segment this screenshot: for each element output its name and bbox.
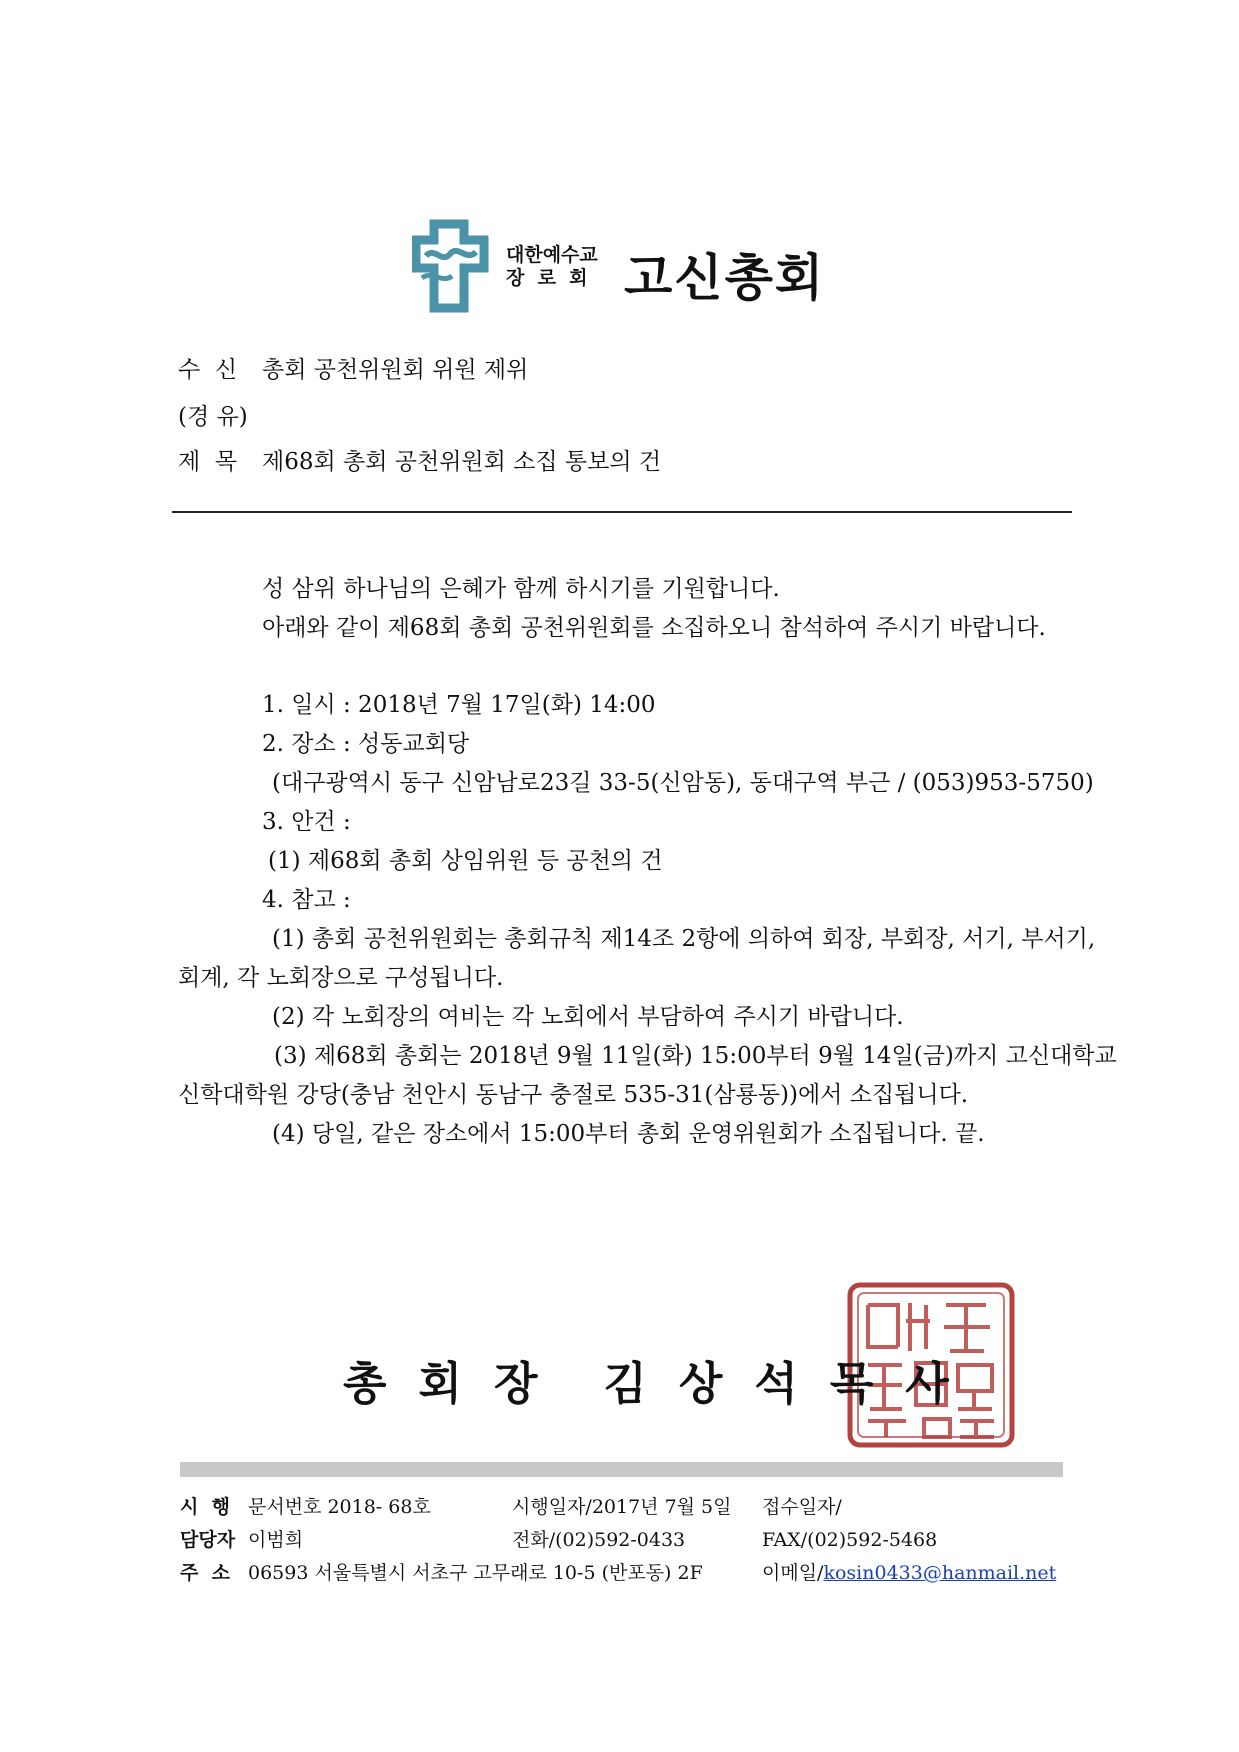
item-1-datetime: 1. 일시 : 2018년 7월 17일(화) 14:00 [262, 692, 656, 718]
org-logo [412, 218, 852, 318]
footer-address-label: 주 소 [180, 1562, 230, 1584]
header-divider [172, 511, 1072, 513]
subject-row [178, 447, 661, 477]
item-4-sub-4: (4) 당일, 같은 장소에서 15:00부터 총회 운영위원회가 소집됩니다. 끝. [272, 1121, 985, 1147]
footer-email-prefix: 이메일/ [762, 1562, 824, 1584]
recipient-row [178, 355, 528, 385]
item-4-sub-3b: 신학대학원 강당(충남 천안시 동남구 충절로 535-31(삼룡동))에서 소집됩니다. [178, 1082, 969, 1108]
footer-doc-number: 문서번호 2018- 68호 [248, 1496, 431, 1518]
greeting-line-1: 성 삼위 하나님의 은혜가 함께 하시기를 기원합니다. [262, 576, 780, 602]
signature-name: 김상석목사 [603, 1357, 981, 1410]
item-2-address: (대구광역시 동구 신암남로23길 33-5(신암동), 동대구역 부근 / (053)953-5750) [272, 770, 1094, 796]
item-4-sub-1a: (1) 총회 공천위원회는 총회규칙 제14조 2항에 의하여 회장, 부회장, 서기, 부서기, [272, 926, 1096, 952]
greeting-line-2: 아래와 같이 제68회 총회 공천위원회를 소집하오니 참석하여 주시기 바랍니다. [262, 615, 1046, 641]
signature-title: 총회장 [343, 1357, 570, 1410]
via-row [178, 402, 248, 432]
footer-issue-date: 시행일자/2017년 7월 5일 [512, 1496, 732, 1518]
subject-value: 제68회 총회 공천위원회 소집 통보의 건 [262, 449, 662, 475]
item-4-sub-3a: (3) 제68회 총회는 2018년 9월 11일(화) 15:00부터 9월 14일(금)까지 고신대학교 [274, 1043, 1117, 1069]
item-4-notes: 4. 참고 : [262, 887, 351, 913]
org-small-line2: 장 로 회 [506, 267, 588, 289]
subject-label: 제 목 [178, 449, 238, 475]
cross-emblem-icon [412, 218, 492, 314]
item-3-agenda: 3. 안건 : [262, 809, 351, 835]
item-4-sub-1b: 회계, 각 노회장으로 구성됩니다. [178, 965, 504, 991]
footer-fax: FAX/(02)592-5468 [762, 1529, 938, 1551]
item-3-sub-1: (1) 제68회 총회 상임위원 등 공천의 건 [268, 848, 663, 874]
footer-receipt-date: 접수일자/ [762, 1496, 842, 1518]
org-name-big: 고신총회 [624, 249, 826, 307]
recipient-value: 총회 공천위원회 위원 제위 [262, 357, 529, 383]
via-label: (경 유) [178, 404, 248, 430]
footer-issue-label: 시 행 [180, 1496, 230, 1518]
footer-address: 06593 서울특별시 서초구 고무래로 10-5 (반포동) 2F [248, 1562, 703, 1584]
footer-phone: 전화/(02)592-0433 [512, 1529, 686, 1551]
signature [343, 1347, 981, 1412]
footer-divider-bar [180, 1462, 1063, 1477]
org-name-small [506, 244, 598, 290]
footer-person-label: 담당자 [180, 1529, 236, 1551]
item-4-sub-2: (2) 각 노회장의 여비는 각 노회에서 부담하여 주시기 바랍니다. [272, 1004, 904, 1030]
email-link[interactable]: kosin0433@hanmail.net [823, 1562, 1057, 1584]
footer-email-row [762, 1561, 1056, 1585]
recipient-label: 수 신 [178, 357, 238, 383]
org-small-line1: 대한예수교 [506, 244, 598, 266]
item-2-place: 2. 장소 : 성동교회당 [262, 731, 470, 757]
footer-person: 이범희 [248, 1529, 304, 1551]
